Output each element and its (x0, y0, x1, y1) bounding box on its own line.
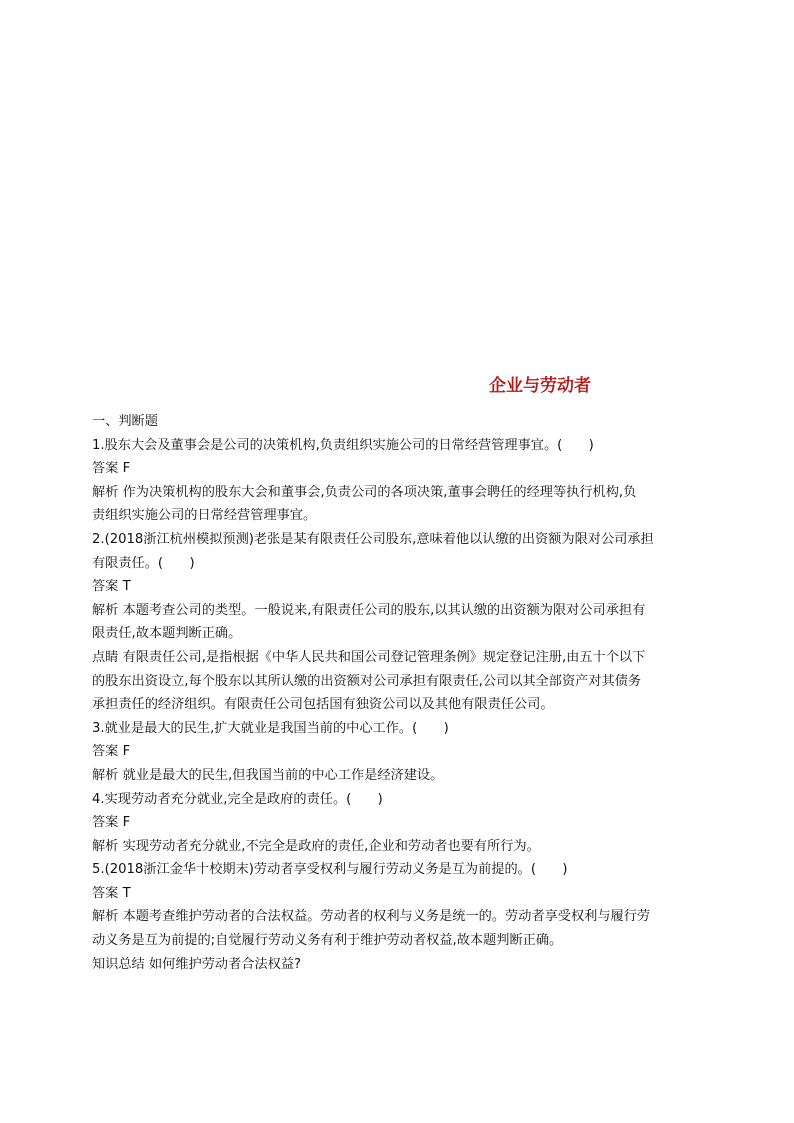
question-3: 3.就业是最大的民生,扩大就业是我国当前的中心工作。( ) (92, 720, 449, 736)
analysis-3: 解析 就业是最大的民生,但我国当前的中心工作是经济建设。 (92, 767, 444, 783)
question-1: 1.股东大会及董事会是公司的决策机构,负责组织实施公司的日常经营管理事宜。( ) (92, 437, 594, 453)
analysis-1-line-2: 责组织实施公司的日常经营管理事宜。 (92, 508, 317, 524)
question-2-line-1: 2.(2018浙江杭州模拟预测)老张是某有限责任公司股东,意味着他以认缴的出资额为限对公司承担 (92, 531, 654, 547)
answer-5: 答案 T (92, 885, 131, 901)
answer-4: 答案 F (92, 815, 131, 831)
analysis-5-line-2: 动义务是互为前提的;自觉履行劳动义务有利于维护劳动者权益,故本题判断正确。 (92, 933, 563, 949)
note-2-line-3: 承担责任的经济组织。有限责任公司包括国有独资公司以及其他有限责任公司。 (92, 697, 554, 713)
answer-1: 答案 F (92, 461, 131, 477)
section-heading: 一、判断题 (92, 414, 158, 429)
page-title: 企业与劳动者 (489, 376, 591, 396)
answer-2: 答案 T (92, 579, 131, 595)
question-2-line-2: 有限责任。( ) (92, 555, 195, 571)
question-5: 5.(2018浙江金华十校期末)劳动者享受权利与履行劳动义务是互为前提的。( ) (92, 862, 568, 878)
note-2-line-2: 的股东出资设立,每个股东以其所认缴的出资额对公司承担有限责任,公司以其全部资产对其债务 (92, 673, 642, 689)
note-2-line-1: 点睛 有限责任公司,是指根据《中华人民共和国公司登记管理条例》规定登记注册,由五十个以下 (92, 649, 646, 665)
analysis-1-line-1: 解析 作为决策机构的股东大会和董事会,负责公司的各项决策,董事会聘任的经理等执行机构,负 (92, 484, 637, 500)
document-body (92, 410, 702, 976)
question-4: 4.实现劳动者充分就业,完全是政府的责任。( ) (92, 791, 383, 807)
answer-3: 答案 F (92, 744, 131, 760)
analysis-2-line-1: 解析 本题考查公司的类型。一般说来,有限责任公司的股东,以其认缴的出资额为限对公司承担有 (92, 602, 646, 618)
analysis-5-line-1: 解析 本题考查维护劳动者的合法权益。劳动者的权利与义务是统一的。劳动者享受权利与履行劳 (92, 909, 651, 925)
knowledge-summary: 知识总结 如何维护劳动者合法权益? (92, 956, 302, 972)
analysis-4: 解析 实现劳动者充分就业,不完全是政府的责任,企业和劳动者也要有所行为。 (92, 838, 540, 854)
analysis-2-line-2: 限责任,故本题判断正确。 (92, 626, 242, 642)
